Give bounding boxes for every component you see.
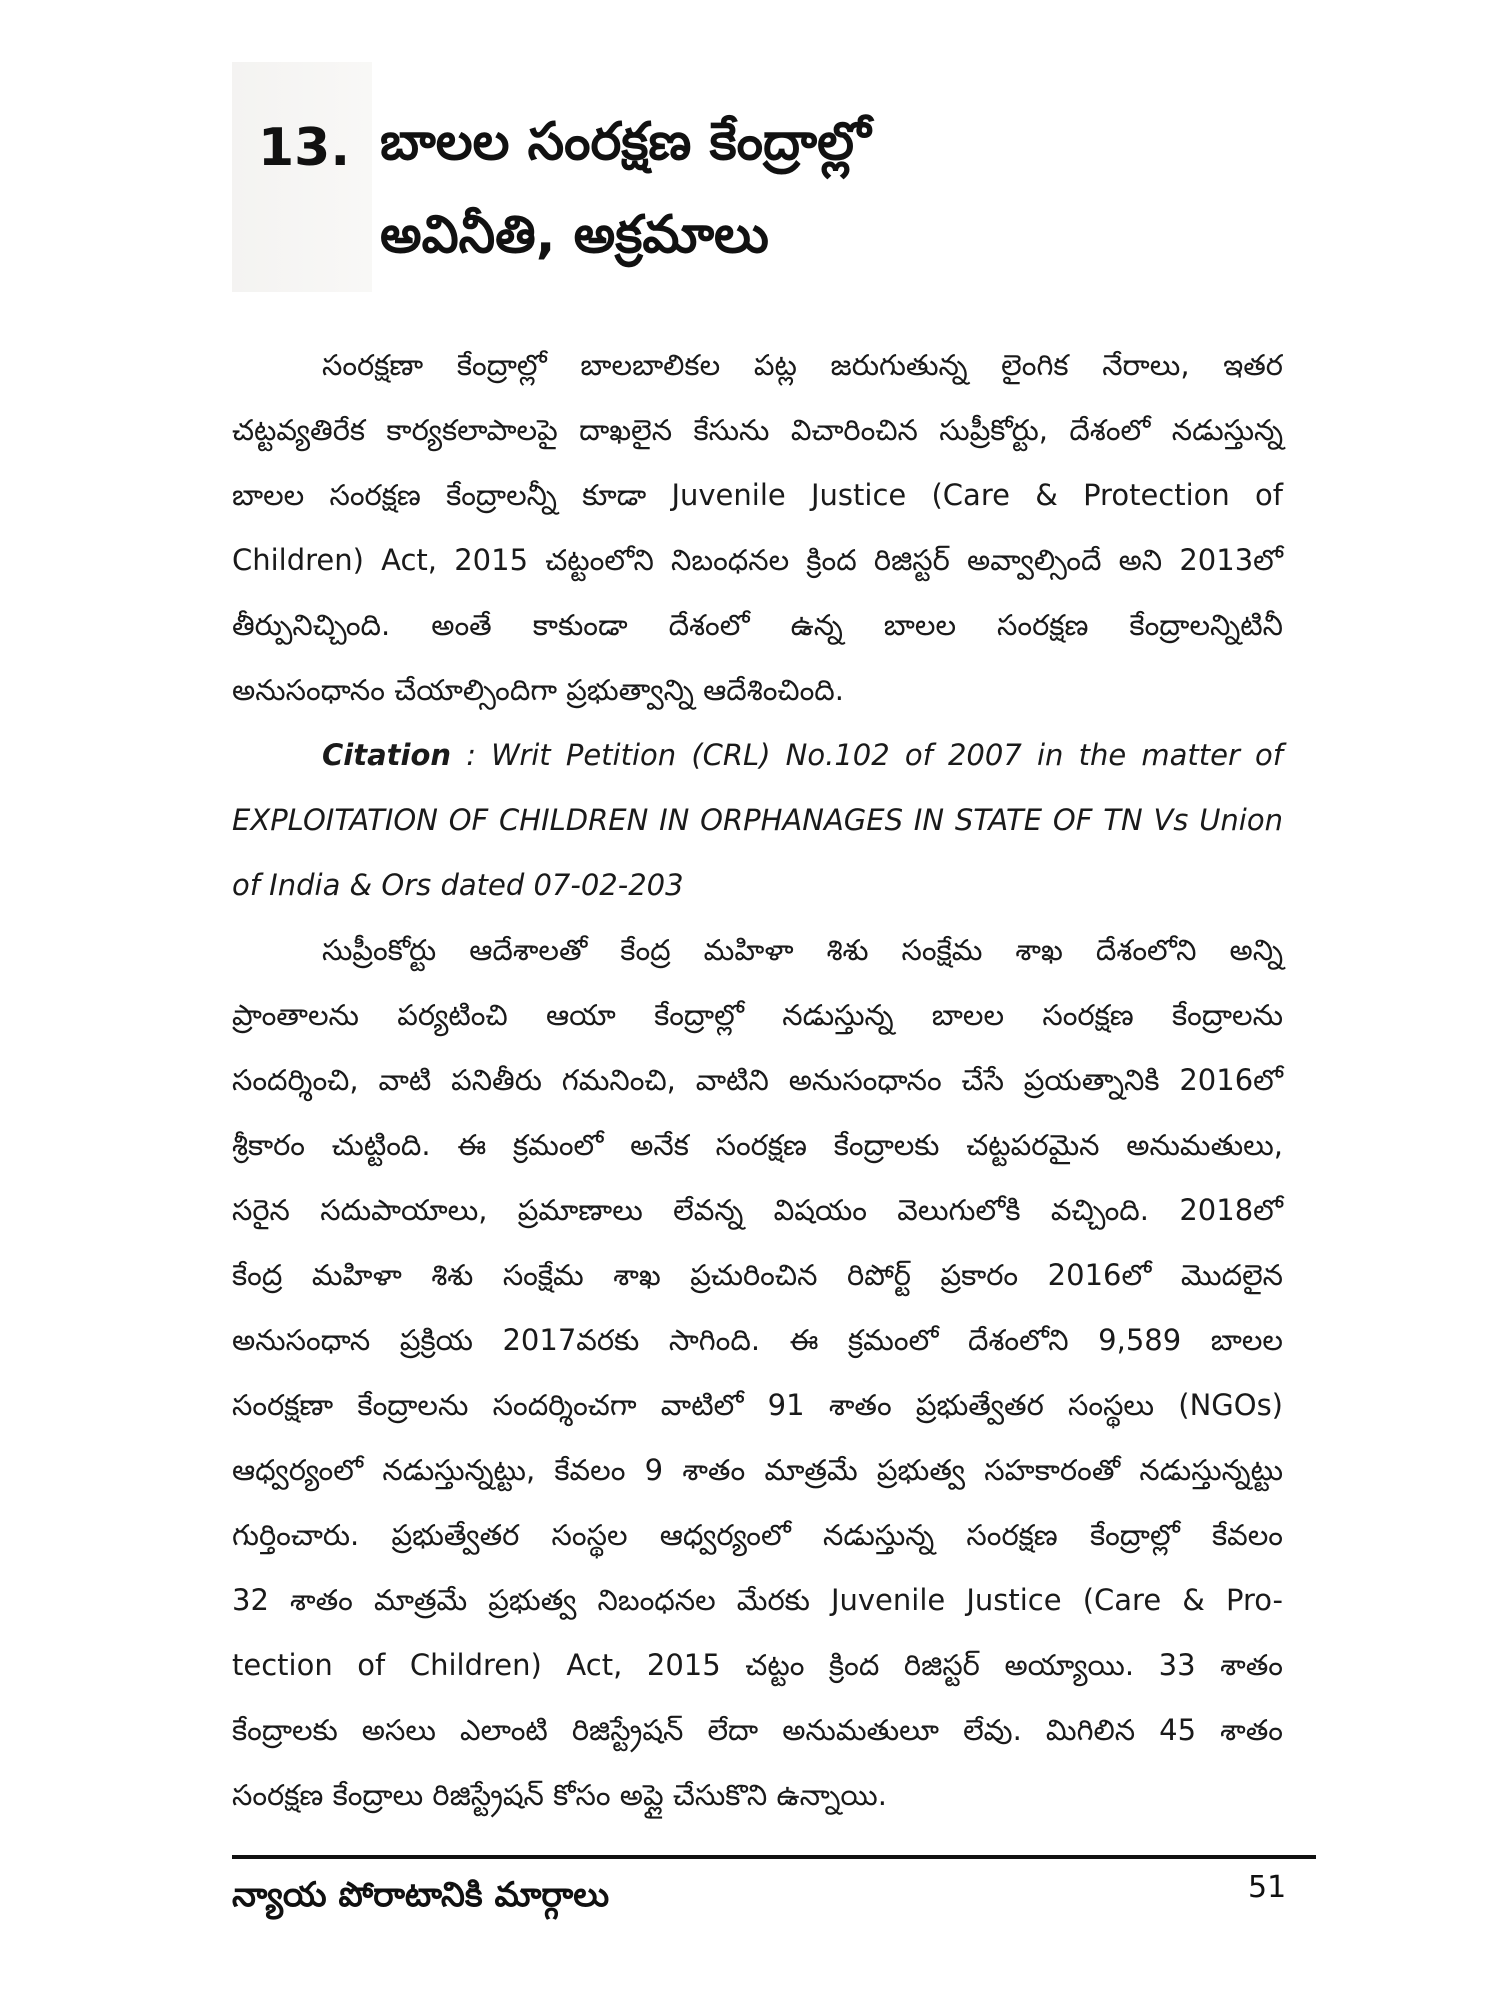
text-line: 32 శాతం మాత్రమే ప్రభుత్వ నిబంధనల మేరకు Juvenile Justice (Care & Pro- [232,1583,1283,1617]
chapter-title-line-2: అవినీతి, అక్రమాలు [380,205,769,265]
citation-line [322,735,1283,775]
text-line: సరైన సదుపాయాలు, ప్రమాణాలు లేవన్న విషయం వెలుగులోకి వచ్చింది. 2018లో [232,1193,1283,1227]
citation-line: of India & Ors dated 07-02-203 [232,868,684,902]
text-line: సంరక్షణ కేంద్రాలు రిజిస్ట్రేషన్ కోసం అప్లై చేసుకొని ఉన్నాయి. [232,1778,887,1812]
text-line: అనుసంధాన ప్రక్రియ 2017వరకు సాగింది. ఈ క్రమంలో దేశంలోని 9,589 బాలల [232,1323,1283,1357]
text-line: ప్రాంతాలను పర్యటించి ఆయా కేంద్రాల్లో నడుస్తున్న బాలల సంరక్షణ కేంద్రాలను [232,998,1283,1032]
text-line: చట్టవ్యతిరేక కార్యకలాపాలపై దాఖలైన కేసును విచారించిన సుప్రీకోర్టు, దేశంలో నడుస్తున్న [232,413,1283,447]
citation-label: Citation [322,738,452,772]
text-line: ఆధ్వర్యంలో నడుస్తున్నట్టు, కేవలం 9 శాతం మాత్రమే ప్రభుత్వ సహకారంతో నడుస్తున్నట్టు [232,1453,1283,1487]
text-line: కేంద్రాలకు అసలు ఎలాంటి రిజిస్ట్రేషన్ లేదా అనుమతులూ లేవు. మిగిలిన 45 శాతం [232,1713,1283,1747]
footer-rule [232,1855,1316,1859]
text-line: సందర్శించి, వాటి పనితీరు గమనించి, వాటిని అనుసంధానం చేసే ప్రయత్నానికి 2016లో [232,1063,1283,1097]
chapter-number: 13. [258,118,351,178]
text-line: బాలల సంరక్షణ కేంద్రాలన్నీ కూడా Juvenile Justice (Care & Protection of [232,478,1283,512]
text-line: సంరక్షణా కేంద్రాల్లో బాలబాలికల పట్ల జరుగుతున్న లైంగిక నేరాలు, ఇతర [322,348,1283,382]
text-line: శ్రీకారం చుట్టింది. ఈ క్రమంలో అనేక సంరక్షణ కేంద్రాలకు చట్టపరమైన అనుమతులు, [232,1128,1283,1162]
page-number: 51 [1248,1870,1287,1905]
text-line: కేంద్ర మహిళా శిశు సంక్షేమ శాఖ ప్రచురించిన రిపోర్ట్ ప్రకారం 2016లో మొదలైన [232,1258,1283,1292]
text-line: గుర్తించారు. ప్రభుత్వేతర సంస్థల ఆధ్వర్యంలో నడుస్తున్న సంరక్షణ కేంద్రాల్లో కేవలం [232,1518,1283,1552]
text-line: తీర్పునిచ్చింది. అంతే కాకుండా దేశంలో ఉన్న బాలల సంరక్షణ కేంద్రాలన్నిటినీ [232,608,1283,642]
footer-book-title: న్యాయ పోరాటానికి మార్గాలు [232,1875,610,1915]
text-line: అనుసంధానం చేయాల్సిందిగా ప్రభుత్వాన్ని ఆదేశించింది. [232,673,845,707]
text-line: tection of Children) Act, 2015 చట్టం క్రింద రిజిస్టర్ అయ్యాయి. 33 శాతం [232,1648,1283,1682]
citation-line: EXPLOITATION OF CHILDREN IN ORPHANAGES IN STATE OF TN Vs Union [232,803,1283,837]
chapter-title-line-1: బాలల సంరక్షణ కేంద్రాల్లో [380,112,871,172]
text-line: సంరక్షణా కేంద్రాలను సందర్శించగా వాటిలో 91 శాతం ప్రభుత్వేతర సంస్థలు (NGOs) [232,1388,1283,1422]
text-line: సుప్రీంకోర్టు ఆదేశాలతో కేంద్ర మహిళా శిశు సంక్షేమ శాఖ దేశంలోని అన్ని [322,933,1283,967]
citation-text: : Writ Petition (CRL) No.102 of 2007 in the matter of [451,738,1283,772]
text-line: Children) Act, 2015 చట్టంలోని నిబంధనల క్రింద రిజిస్టర్ అవ్వాల్సిందే అని 2013లో [232,543,1283,577]
